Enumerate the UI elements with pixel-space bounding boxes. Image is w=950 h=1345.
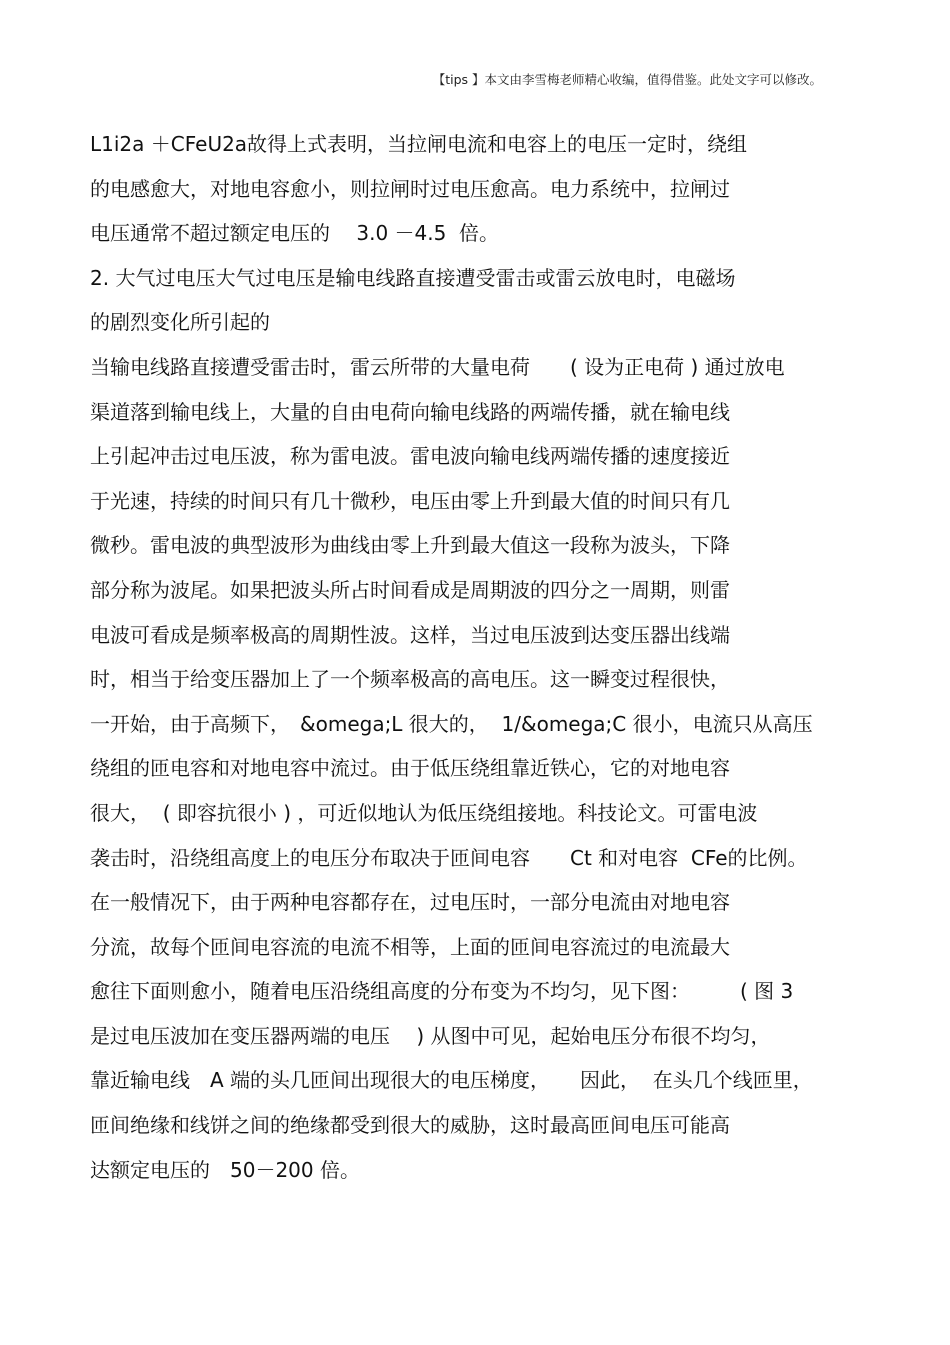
text-line: 电压通常不超过额定电压的 3.0 －4.5 倍。 (90, 221, 500, 246)
text-line: 在一般情况下，由于两种电容都存在，过电压时，一部分电流由对地电容 (90, 890, 730, 915)
text-line: 愈往下面则愈小，随着电压沿绕组高度的分布变为不均匀，见下图： ( 图 3 (90, 979, 794, 1004)
text-line: 部分称为波尾。如果把波头所占时间看成是周期波的四分之一周期，则雷 (90, 577, 730, 602)
text-line: 很大， ( 即容抗很小 ) ，可近似地认为低压绕组接地。科技论文。可雷电波 (90, 800, 758, 825)
text-line: 一开始，由于高频下， &omega;L 很大的， 1/&omega;C 很小，电流只从高压 (90, 711, 813, 736)
text-line: 袭击时，沿绕组高度上的电压分布取决于匝间电容 Ct 和对电容 CFe的比例。 (90, 845, 808, 870)
text-line: 匝间绝缘和线饼之间的绝缘都受到很大的威胁，这时最高匝间电压可能高 (90, 1113, 730, 1138)
text-line: L1i2a ＋CFeU2a故得上式表明，当拉闸电流和电容上的电压一定时，绕组 (90, 132, 748, 156)
text-line: 靠近输电线 A 端的头几匝间出现很大的电压梯度， 因此， 在头几个线匝里， (90, 1068, 813, 1093)
text-line: 电波可看成是频率极高的周期性波。这样，当过电压波到达变压器出线端 (90, 622, 730, 647)
text-line: 是过电压波加在变压器两端的电压 ) 从图中可见，起始电压分布很不均匀， (90, 1023, 771, 1048)
text-line: 当输电线路直接遭受雷击时，雷云所带的大量电荷 ( 设为正电荷 ) 通过放电 (90, 354, 785, 379)
body-text (90, 127, 870, 1197)
text-line: 微秒。雷电波的典型波形为曲线由零上升到最大值这一段称为波头，下降 (90, 533, 730, 558)
text-line: 绕组的匝电容和对地电容中流过。由于低压绕组靠近铁心，它的对地电容 (90, 756, 730, 781)
text-line: 2. 大气过电压大气过电压是输电线路直接遭受雷击或雷云放电时，电磁场 (90, 265, 736, 290)
text-line: 上引起冲击过电压波，称为雷电波。雷电波向输电线两端传播的速度接近 (90, 444, 730, 469)
header-tips-note: 【tips 】本文由李雪梅老师精心收编，值得借鉴。此处文字可以修改。 (432, 72, 822, 87)
text-line: 时，相当于给变压器加上了一个频率极高的高电压。这一瞬变过程很快， (90, 667, 730, 692)
text-line: 于光速，持续的时间只有几十微秒，电压由零上升到最大值的时间只有几 (90, 488, 730, 513)
text-line: 渠道落到输电线上，大量的自由电荷向输电线路的两端传播，就在输电线 (90, 399, 730, 424)
text-line: 的电感愈大，对地电容愈小，则拉闸时过电压愈高。电力系统中，拉闸过 (90, 176, 730, 201)
text-line: 分流，故每个匝间电容流的电流不相等，上面的匝间电容流过的电流最大 (90, 934, 730, 959)
text-line: 的剧烈变化所引起的 (90, 310, 270, 335)
text-line: 达额定电压的 50－200 倍。 (90, 1157, 360, 1182)
